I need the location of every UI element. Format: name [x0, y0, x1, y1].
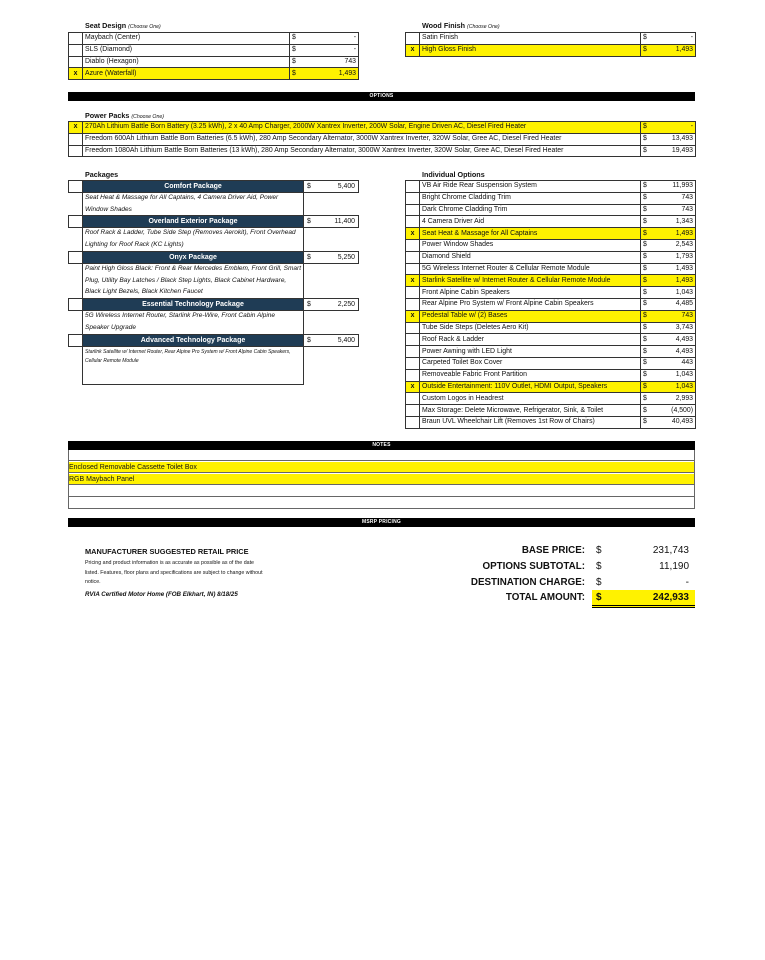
- option-price: 4,493: [658, 346, 696, 358]
- total-amount-box: [592, 590, 695, 608]
- option-price: 1,343: [658, 216, 696, 228]
- option-row: [406, 393, 696, 405]
- option-name: Max Storage: Delete Microwave, Refrigerator, Sink, & Toilet: [420, 405, 641, 417]
- seat-design-label: Seat Design: [85, 21, 127, 30]
- option-row: [406, 216, 696, 228]
- total-value-box: [592, 543, 695, 558]
- option-price: 1,043: [658, 381, 696, 393]
- option-row: [406, 228, 696, 240]
- option-select-cell[interactable]: [406, 334, 420, 346]
- seat-design-currency: $: [290, 33, 307, 45]
- option-price: 40,493: [658, 416, 696, 428]
- seat-design-select-cell[interactable]: [69, 56, 83, 68]
- wood-finish-currency: $: [641, 33, 658, 45]
- package-checkbox[interactable]: [68, 215, 83, 228]
- option-row: [406, 181, 696, 193]
- option-currency: $: [641, 204, 658, 216]
- option-row: [406, 357, 696, 369]
- option-name: Roof Rack & Ladder: [420, 334, 641, 346]
- option-row: [406, 416, 696, 428]
- option-name: Seat Heat & Massage for All Captains: [420, 228, 641, 240]
- wood-finish-select-cell[interactable]: [406, 33, 420, 45]
- option-name: Dark Chrome Cladding Trim: [420, 204, 641, 216]
- package-description: Seat Heat & Massage for All Captains, 4 Camera Driver Aid, Power Window Shades: [82, 192, 304, 215]
- option-name: Tube Side Steps (Deletes Aero Kit): [420, 322, 641, 334]
- package-price-box: [303, 180, 359, 193]
- disclaimer-line: Pricing and product information is as accurate as possible as of the date: [85, 560, 255, 566]
- package-checkbox[interactable]: [68, 180, 83, 193]
- package-currency: $: [307, 337, 311, 344]
- option-row: [406, 334, 696, 346]
- option-row: [406, 346, 696, 358]
- power-pack-name: Freedom 600Ah Lithium Battle Born Batteries (6.5 kWh), 280 Amp Secondary Alternator, 3000W Xantrex Inverter, 320W Solar, Gree AC, Diesel Fired Heater: [83, 133, 641, 145]
- seat-design-price: -: [307, 33, 359, 45]
- seat-design-table: [68, 32, 359, 80]
- total-row: [480, 590, 695, 605]
- wood-finish-row: [406, 44, 696, 56]
- disclaimer-line: notice.: [85, 579, 101, 586]
- package-price-box: [303, 251, 359, 264]
- option-price: 11,993: [658, 181, 696, 193]
- power-pack-select-cell[interactable]: [69, 145, 83, 157]
- total-label: BASE PRICE:: [521, 545, 585, 556]
- option-price: 3,743: [658, 322, 696, 334]
- total-currency: $: [596, 577, 602, 588]
- power-packs-label: Power Packs: [85, 111, 130, 120]
- option-name: 5G Wireless Internet Router & Cellular Remote Module: [420, 263, 641, 275]
- option-name: Power Window Shades: [420, 239, 641, 251]
- option-price: (4,500): [658, 405, 696, 417]
- option-currency: $: [641, 322, 658, 334]
- package-price-box: [303, 215, 359, 228]
- option-name: Bright Chrome Cladding Trim: [420, 192, 641, 204]
- option-select-cell[interactable]: [406, 263, 420, 275]
- option-currency: $: [641, 228, 658, 240]
- total-value: -: [685, 577, 689, 588]
- total-label: DESTINATION CHARGE:: [470, 577, 585, 588]
- total-value: 11,190: [659, 561, 689, 572]
- option-row: [406, 298, 696, 310]
- option-price: 1,043: [658, 369, 696, 381]
- option-name: 4 Camera Driver Aid: [420, 216, 641, 228]
- option-row: [406, 369, 696, 381]
- wood-finish-hint: (Choose One): [467, 24, 500, 30]
- total-row: [480, 543, 695, 558]
- total-row: [480, 559, 695, 574]
- option-select-cell[interactable]: [406, 239, 420, 251]
- option-currency: $: [641, 393, 658, 405]
- seat-design-row: [69, 44, 359, 56]
- option-price: 2,543: [658, 239, 696, 251]
- package-price-box: [303, 334, 359, 347]
- seat-design-name: Diablo (Hexagon): [83, 56, 290, 68]
- package-header: Onyx Package: [82, 251, 304, 264]
- package-price: 11,400: [334, 218, 355, 225]
- package-description: Paint High Gloss Black: Front & Rear Mercedes Emblem, Front Grill, Smart Plug, Utility Bay Latches / Black Step Lights, Black Cabinet Hardware, Black Light Bezels, Black Kitchen Faucet: [82, 263, 304, 299]
- wood-finish-name: Satin Finish: [420, 33, 641, 45]
- total-label: TOTAL AMOUNT:: [505, 592, 585, 603]
- seat-design-price: 743: [307, 56, 359, 68]
- option-name: Front Alpine Cabin Speakers: [420, 287, 641, 299]
- option-name: Diamond Shield: [420, 251, 641, 263]
- option-select-cell[interactable]: [406, 369, 420, 381]
- wood-finish-label: Wood Finish: [422, 21, 465, 30]
- option-select-cell[interactable]: [406, 204, 420, 216]
- option-price: 4,493: [658, 334, 696, 346]
- package-price: 5,400: [337, 183, 355, 190]
- option-row: [406, 251, 696, 263]
- package-price: 2,250: [337, 301, 355, 308]
- note-row[interactable]: [68, 498, 695, 509]
- total-value-box: [592, 575, 695, 590]
- power-pack-currency: $: [641, 133, 658, 145]
- option-price: 1,493: [658, 275, 696, 287]
- option-currency: $: [641, 239, 658, 251]
- seat-design-name: Azure (Waterfall): [83, 68, 290, 80]
- package-currency: $: [307, 301, 311, 308]
- msrp-heading: MANUFACTURER SUGGESTED RETAIL PRICE: [85, 547, 249, 556]
- option-currency: $: [641, 357, 658, 369]
- note-row[interactable]: [68, 486, 695, 497]
- power-pack-price: -: [658, 122, 696, 134]
- package-description: Starlink Satellite w/ Internet Router, Rear Alpine Pro System w/ Front Alpine Cabin Speakers, Cellular Remote Module: [82, 346, 304, 385]
- option-row: [406, 287, 696, 299]
- option-row: [406, 405, 696, 417]
- option-currency: $: [641, 369, 658, 381]
- option-price: 1,493: [658, 228, 696, 240]
- option-name: Braun UVL Wheelchair Lift (Removes 1st Row of Chairs): [420, 416, 641, 428]
- option-row: [406, 381, 696, 393]
- option-currency: $: [641, 181, 658, 193]
- power-pack-select-cell[interactable]: [69, 133, 83, 145]
- wood-finish-currency: $: [641, 44, 658, 56]
- seat-design-currency: $: [290, 56, 307, 68]
- seat-design-name: Maybach (Center): [83, 33, 290, 45]
- packages-title: Packages: [85, 170, 119, 179]
- option-currency: $: [641, 263, 658, 275]
- option-select-cell[interactable]: [406, 298, 420, 310]
- option-select-cell[interactable]: [406, 287, 420, 299]
- options-bar: OPTIONS: [68, 92, 695, 101]
- notes-right-border: [694, 450, 695, 509]
- package-currency: $: [307, 254, 311, 261]
- package-description: 5G Wireless Internet Router, Starlink Pre-Wire, Front Cabin Alpine Speaker Upgrade: [82, 310, 304, 334]
- option-currency: $: [641, 192, 658, 204]
- package-currency: $: [307, 183, 311, 190]
- option-currency: $: [641, 405, 658, 417]
- msrp-disclaimer: [85, 559, 315, 588]
- option-select-cell[interactable]: [406, 181, 420, 193]
- power-packs-table: [68, 121, 696, 157]
- note-row[interactable]: Enclosed Removable Cassette Toilet Box: [68, 462, 695, 473]
- msrp-certification: RVIA Certified Motor Home (FOB Elkhart, IN) 8/18/25: [85, 591, 238, 598]
- note-row[interactable]: [68, 450, 695, 461]
- power-pack-name: 270Ah Lithium Battle Born Battery (3.25 kWh), 2 x 40 Amp Charger, 2000W Xantrex Inverter, 200W Solar, Engine Driven AC, Diesel Fired Heater: [83, 122, 641, 134]
- total-currency: $: [596, 561, 602, 572]
- power-packs-hint: (Choose One): [131, 114, 164, 120]
- seat-design-row: [69, 56, 359, 68]
- option-select-cell[interactable]: [406, 251, 420, 263]
- seat-design-row: [69, 68, 359, 80]
- option-currency: $: [641, 275, 658, 287]
- option-select-cell[interactable]: [406, 393, 420, 405]
- package-price: 5,400: [337, 337, 355, 344]
- option-select-cell[interactable]: [406, 216, 420, 228]
- option-name: Custom Logos in Headrest: [420, 393, 641, 405]
- power-pack-row: [69, 145, 696, 157]
- total-row: [470, 575, 695, 590]
- package-description: Roof Rack & Ladder, Tube Side Step (Removes Aerokit), Front Overhead Lighting for Roof Rack (KC Lights): [82, 227, 304, 251]
- option-name: Outside Entertainment: 110V Outlet, HDMI Output, Speakers: [420, 381, 641, 393]
- option-row: [406, 239, 696, 251]
- option-name: Carpeted Toilet Box Cover: [420, 357, 641, 369]
- power-pack-name: Freedom 1080Ah Lithium Battle Born Batteries (13 kWh), 280 Amp Secondary Alternator, 3000W Xantrex Inverter, 320W Solar, Gree AC, Diesel Fired Heater: [83, 145, 641, 157]
- disclaimer-line: listed. Features, floor plans and specifications are subject to change without: [85, 569, 263, 576]
- package-header: Essential Technology Package: [82, 298, 304, 311]
- seat-design-price: 1,493: [307, 68, 359, 80]
- power-pack-currency: $: [641, 122, 658, 134]
- option-select-cell[interactable]: [406, 357, 420, 369]
- option-currency: $: [641, 416, 658, 428]
- note-row[interactable]: RGB Maybach Panel: [68, 474, 695, 485]
- option-row: [406, 263, 696, 275]
- option-row: [406, 310, 696, 322]
- option-currency: $: [641, 310, 658, 322]
- option-select-cell[interactable]: x: [406, 228, 420, 240]
- seat-design-select-cell[interactable]: [69, 44, 83, 56]
- package-header: Comfort Package: [82, 180, 304, 193]
- option-name: Removeable Fabric Front Partition: [420, 369, 641, 381]
- power-pack-currency: $: [641, 145, 658, 157]
- wood-finish-select-cell[interactable]: x: [406, 44, 420, 56]
- option-select-cell[interactable]: [406, 346, 420, 358]
- option-price: 743: [658, 204, 696, 216]
- power-packs-title: [85, 111, 164, 120]
- seat-design-currency: $: [290, 44, 307, 56]
- notes-left-border: [68, 450, 69, 509]
- total-value: 231,743: [652, 545, 689, 556]
- option-select-cell[interactable]: [406, 192, 420, 204]
- package-header: Advanced Technology Package: [82, 334, 304, 347]
- option-select-cell[interactable]: [406, 416, 420, 428]
- package-header: Overland Exterior Package: [82, 215, 304, 228]
- individual-options-title: Individual Options: [422, 170, 485, 179]
- wood-finish-price: -: [658, 33, 696, 45]
- option-name: Power Awning with LED Light: [420, 346, 641, 358]
- option-name: Starlink Satellite w/ Internet Router & Cellular Remote Module: [420, 275, 641, 287]
- seat-design-select-cell[interactable]: [69, 33, 83, 45]
- notes-bar: NOTES: [68, 441, 695, 450]
- option-currency: $: [641, 298, 658, 310]
- wood-finish-row: [406, 33, 696, 45]
- option-select-cell[interactable]: x: [406, 310, 420, 322]
- package-currency: $: [307, 218, 311, 225]
- option-currency: $: [641, 287, 658, 299]
- package-checkbox[interactable]: [68, 298, 83, 311]
- option-price: 1,493: [658, 263, 696, 275]
- option-currency: $: [641, 381, 658, 393]
- option-row: [406, 192, 696, 204]
- power-pack-row: [69, 122, 696, 134]
- seat-design-price: -: [307, 44, 359, 56]
- option-currency: $: [641, 346, 658, 358]
- option-name: Pedestal Table w/ (2) Bases: [420, 310, 641, 322]
- power-pack-price: 13,493: [658, 133, 696, 145]
- total-currency: $: [596, 592, 602, 603]
- option-select-cell[interactable]: x: [406, 275, 420, 287]
- wood-finish-price: 1,493: [658, 44, 696, 56]
- option-row: [406, 275, 696, 287]
- option-price: 1,043: [658, 287, 696, 299]
- power-pack-row: [69, 133, 696, 145]
- package-price: 5,250: [337, 254, 355, 261]
- option-select-cell[interactable]: [406, 322, 420, 334]
- option-price: 4,485: [658, 298, 696, 310]
- option-currency: $: [641, 216, 658, 228]
- wood-finish-title: [422, 21, 500, 30]
- option-price: 443: [658, 357, 696, 369]
- total-currency: $: [596, 545, 602, 556]
- package-checkbox[interactable]: [68, 334, 83, 347]
- option-currency: $: [641, 334, 658, 346]
- wood-finish-name: High Gloss Finish: [420, 44, 641, 56]
- individual-options-table: [405, 180, 696, 429]
- option-price: 743: [658, 192, 696, 204]
- seat-design-row: [69, 33, 359, 45]
- seat-design-select-cell[interactable]: x: [69, 68, 83, 80]
- total-label: OPTIONS SUBTOTAL:: [482, 561, 585, 572]
- option-price: 2,993: [658, 393, 696, 405]
- power-pack-price: 19,493: [658, 145, 696, 157]
- package-checkbox[interactable]: [68, 251, 83, 264]
- seat-design-name: SLS (Diamond): [83, 44, 290, 56]
- option-select-cell[interactable]: [406, 405, 420, 417]
- option-row: [406, 204, 696, 216]
- msrp-bar: MSRP PRICING: [68, 518, 695, 527]
- total-value: 242,933: [652, 592, 689, 603]
- option-price: 1,793: [658, 251, 696, 263]
- total-value-box: [592, 559, 695, 574]
- power-pack-select-cell[interactable]: x: [69, 122, 83, 134]
- option-name: Rear Alpine Pro System w/ Front Alpine Cabin Speakers: [420, 298, 641, 310]
- option-row: [406, 322, 696, 334]
- option-price: 743: [658, 310, 696, 322]
- seat-design-hint: (Choose One): [128, 24, 161, 30]
- package-price-box: [303, 298, 359, 311]
- option-name: VB Air Ride Rear Suspension System: [420, 181, 641, 193]
- seat-design-currency: $: [290, 68, 307, 80]
- wood-finish-table: [405, 32, 696, 57]
- option-select-cell[interactable]: x: [406, 381, 420, 393]
- option-currency: $: [641, 251, 658, 263]
- seat-design-title: [85, 21, 161, 30]
